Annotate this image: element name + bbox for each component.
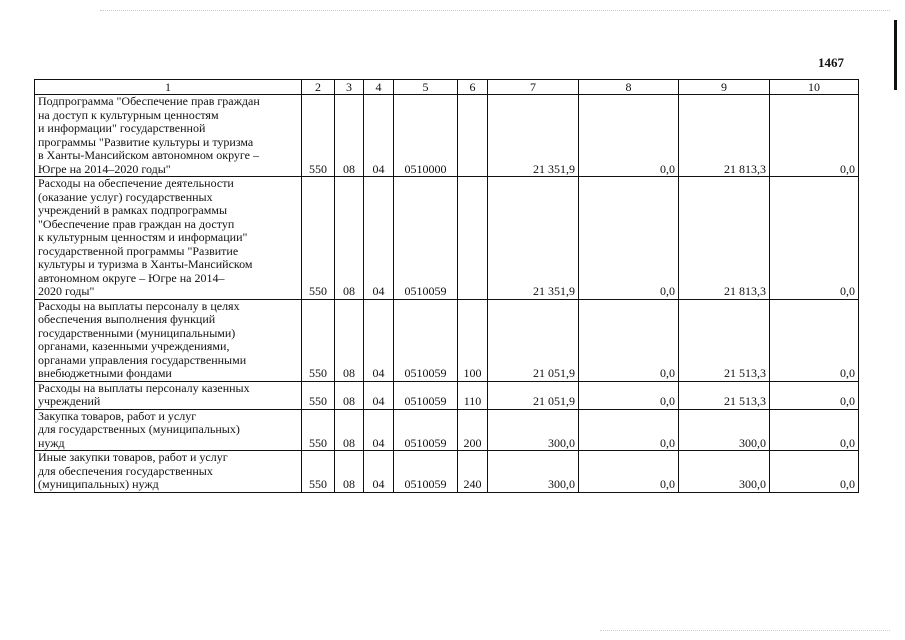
cell-amount: 0,0: [579, 381, 679, 409]
cell-amount: 0,0: [579, 177, 679, 300]
cell-amount: 300,0: [679, 409, 770, 451]
cell-target-article: 0510059: [394, 177, 458, 300]
cell-expense-type: 110: [458, 381, 488, 409]
cell-amount: 0,0: [770, 381, 859, 409]
column-header: 8: [579, 80, 679, 95]
cell-section: 08: [335, 381, 364, 409]
cell-section: 08: [335, 451, 364, 493]
cell-amount: 21 351,9: [488, 95, 579, 177]
cell-expense-type: 200: [458, 409, 488, 451]
cell-amount: 21 513,3: [679, 299, 770, 381]
cell-admin-code: 550: [302, 451, 335, 493]
column-header: 1: [35, 80, 302, 95]
cell-target-article: 0510059: [394, 381, 458, 409]
cell-expense-type: [458, 177, 488, 300]
cell-subsection: 04: [364, 381, 394, 409]
scan-artifact-top: [100, 10, 890, 11]
cell-expense-type: 100: [458, 299, 488, 381]
column-header: 2: [302, 80, 335, 95]
cell-amount: 21 351,9: [488, 177, 579, 300]
table-row: [35, 409, 859, 451]
cell-admin-code: 550: [302, 381, 335, 409]
cell-amount: 0,0: [579, 409, 679, 451]
cell-amount: 0,0: [579, 95, 679, 177]
cell-amount: 21 813,3: [679, 95, 770, 177]
cell-subsection: 04: [364, 177, 394, 300]
cell-amount: 0,0: [770, 409, 859, 451]
cell-target-article: 0510059: [394, 409, 458, 451]
column-header: 10: [770, 80, 859, 95]
cell-subsection: 04: [364, 409, 394, 451]
cell-admin-code: 550: [302, 95, 335, 177]
budget-table: [34, 79, 859, 493]
row-description: Расходы на выплаты персоналу в целях обеспечения выполнения функций государственными (муниципальными) органами, казенными учреждениями, органами управления государственными внебюджетными фондами: [35, 299, 302, 381]
table-row: [35, 451, 859, 493]
column-header: 5: [394, 80, 458, 95]
column-header: 9: [679, 80, 770, 95]
scan-artifact-bottom: [600, 630, 890, 631]
cell-subsection: 04: [364, 299, 394, 381]
cell-amount: 0,0: [770, 451, 859, 493]
table-row: [35, 381, 859, 409]
cell-amount: 0,0: [770, 299, 859, 381]
header-row: [35, 80, 859, 95]
cell-section: 08: [335, 95, 364, 177]
cell-amount: 300,0: [679, 451, 770, 493]
row-description: Подпрограмма "Обеспечение прав граждан на доступ к культурным ценностям и информации" государственной программы "Развитие культуры и туризма в Ханты-Мансийском автономном округе – Югре на 2014–2020 годы": [35, 95, 302, 177]
row-description: Закупка товаров, работ и услуг для государственных (муниципальных) нужд: [35, 409, 302, 451]
cell-subsection: 04: [364, 95, 394, 177]
cell-amount: 0,0: [579, 451, 679, 493]
column-header: 7: [488, 80, 579, 95]
cell-expense-type: 240: [458, 451, 488, 493]
scan-edge-bar: [894, 20, 897, 90]
cell-amount: 21 513,3: [679, 381, 770, 409]
column-header: 6: [458, 80, 488, 95]
cell-target-article: 0510059: [394, 451, 458, 493]
page-number: 1467: [818, 55, 844, 70]
cell-admin-code: 550: [302, 299, 335, 381]
cell-amount: 300,0: [488, 409, 579, 451]
row-description: Иные закупки товаров, работ и услуг для обеспечения государственных (муниципальных) нужд: [35, 451, 302, 493]
cell-target-article: 0510000: [394, 95, 458, 177]
cell-section: 08: [335, 177, 364, 300]
cell-amount: 0,0: [770, 177, 859, 300]
cell-expense-type: [458, 95, 488, 177]
row-description: Расходы на обеспечение деятельности (оказание услуг) государственных учреждений в рамках подпрограммы "Обеспечение прав граждан на доступ к культурным ценностям и информации" государственной программы "Развитие культуры и туризма в Ханты-Мансийском автономном округе – Югре на 2014– 2020 годы": [35, 177, 302, 300]
cell-admin-code: 550: [302, 177, 335, 300]
cell-subsection: 04: [364, 451, 394, 493]
cell-section: 08: [335, 409, 364, 451]
cell-amount: 300,0: [488, 451, 579, 493]
cell-admin-code: 550: [302, 409, 335, 451]
column-header: 3: [335, 80, 364, 95]
cell-target-article: 0510059: [394, 299, 458, 381]
column-header: 4: [364, 80, 394, 95]
table-row: [35, 177, 859, 300]
cell-amount: 21 051,9: [488, 299, 579, 381]
table-row: [35, 299, 859, 381]
cell-amount: 0,0: [579, 299, 679, 381]
cell-amount: 21 813,3: [679, 177, 770, 300]
cell-amount: 0,0: [770, 95, 859, 177]
row-description: Расходы на выплаты персоналу казенных учреждений: [35, 381, 302, 409]
cell-amount: 21 051,9: [488, 381, 579, 409]
table-row: [35, 95, 859, 177]
cell-section: 08: [335, 299, 364, 381]
